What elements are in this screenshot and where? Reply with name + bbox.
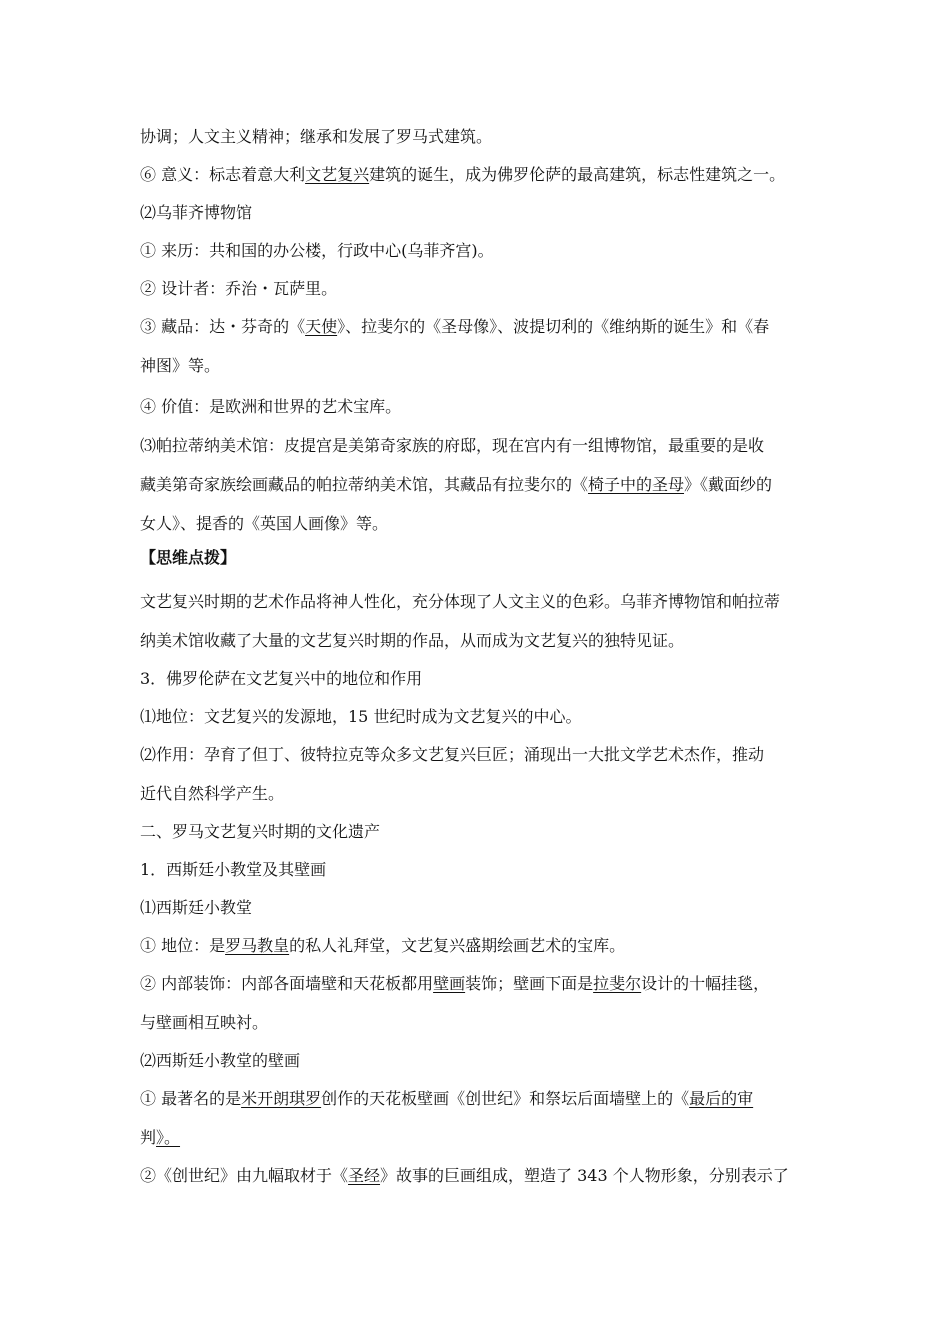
text-line [140,127,820,147]
text-segment: ⑥ 意义：标志着意大利 [140,165,306,184]
text-segment: 文艺复兴时期的艺术作品将神人性化，充分体现了人文主义的色彩。乌菲齐博物馆和帕拉蒂 [140,592,781,611]
text-line [140,1051,820,1071]
text-segment: ②《创世纪》由九幅取材于《 [140,1166,349,1185]
text-segment: 近代自然科学产生。 [140,784,285,803]
text-line [140,707,820,727]
text-segment: 协调；人文主义精神；继承和发展了罗马式建筑。 [140,127,493,146]
text-segment: 设计的十幅挂毯， [641,974,770,993]
text-line [140,1089,820,1109]
text-segment: 》《戴面纱的 [684,475,773,494]
text-segment: ⑴地位：文艺复兴的发源地，15 世纪时成为文艺复兴的中心。 [140,707,582,726]
underlined-term: 拉斐尔 [593,974,642,993]
text-segment: 》故事的巨画组成，塑造了 343 个人物形象，分别表示了 [380,1166,789,1185]
text-segment: ④ 价值：是欧洲和世界的艺术宝库。 [140,397,402,416]
text-segment: ② 内部装饰：内部各面墙壁和天花板都用 [140,974,434,993]
text-segment: ① 来历：共和国的办公楼，行政中心(乌菲齐宫)。 [140,241,494,260]
text-line [140,784,820,804]
text-segment: ⑵乌菲齐博物馆 [140,203,253,222]
text-line [140,1128,820,1148]
text-line [140,974,820,994]
text-line [140,1013,820,1033]
text-line [140,898,820,918]
text-line [140,397,820,417]
underlined-term: 米开朗琪罗 [241,1089,322,1108]
text-line [140,936,820,956]
text-segment: 判 [140,1128,157,1147]
text-segment: ⑶帕拉蒂纳美术馆：皮提宫是美第奇家族的府邸，现在宫内有一组博物馆，最重要的是收 [140,436,765,455]
text-line [140,1166,820,1186]
text-segment: 建筑的诞生，成为佛罗伦萨的最高建筑，标志性建筑之一。 [369,165,786,184]
text-segment: 女人》、提香的《英国人画像》等。 [140,514,389,533]
text-segment: 1．西斯廷小教堂及其壁画 [140,860,327,879]
underlined-term: 》。 [156,1128,181,1147]
text-line [140,356,820,376]
text-line [140,514,820,534]
text-segment: 装饰；壁画下面是 [465,974,594,993]
text-line [140,592,820,612]
text-segment: 创作的天花板壁画《创世纪》和祭坛后面墙壁上的《 [321,1089,690,1108]
text-segment: ⑵作用：孕育了但丁、彼特拉克等众多文艺复兴巨匠；涌现出一大批文学艺术杰作，推动 [140,745,765,764]
text-line [140,165,820,185]
text-segment: 3．佛罗伦萨在文艺复兴中的地位和作用 [140,669,423,688]
underlined-term: 最后的审 [689,1089,754,1108]
text-line [140,241,820,261]
text-segment: 》、拉斐尔的《圣母像》、波提切利的《维纳斯的诞生》和《春 [337,317,770,336]
text-line [140,822,820,842]
underlined-term: 天使 [305,317,338,336]
text-segment: ① 最著名的是 [140,1089,242,1108]
text-line [140,631,820,651]
text-segment: 的私人礼拜堂，文艺复兴盛期绘画艺术的宝库。 [289,936,626,955]
underlined-term: 文艺复兴 [305,165,370,184]
text-segment: 藏美第奇家族绘画藏品的帕拉蒂纳美术馆，其藏品有拉斐尔的《 [140,475,589,494]
text-segment: ① 地位：是 [140,936,226,955]
text-line [140,475,820,495]
underlined-term: 圣经 [348,1166,381,1185]
text-line [140,279,820,299]
text-segment: 神图》等。 [140,356,221,375]
text-line [140,669,820,689]
text-line [140,860,820,880]
underlined-term: 罗马教皇 [225,936,290,955]
text-line [140,317,820,337]
text-segment: 二、罗马文艺复兴时期的文化遗产 [140,822,381,841]
text-line [140,203,820,223]
text-segment: ② 设计者：乔治・瓦萨里。 [140,279,338,298]
text-line [140,745,820,765]
text-segment: 与壁画相互映衬。 [140,1013,269,1032]
text-segment: 纳美术馆收藏了大量的文艺复兴时期的作品，从而成为文艺复兴的独特见证。 [140,631,685,650]
text-segment: ③ 藏品：达・芬奇的《 [140,317,306,336]
text-line [140,436,820,456]
text-segment: ⑴西斯廷小教堂 [140,898,253,917]
underlined-term: 壁画 [433,974,466,993]
underlined-term: 椅子中的圣母 [588,475,685,494]
text-segment: ⑵西斯廷小教堂的壁画 [140,1051,301,1070]
section-heading [140,548,820,568]
text-segment: 【思维点拨】 [140,548,237,567]
